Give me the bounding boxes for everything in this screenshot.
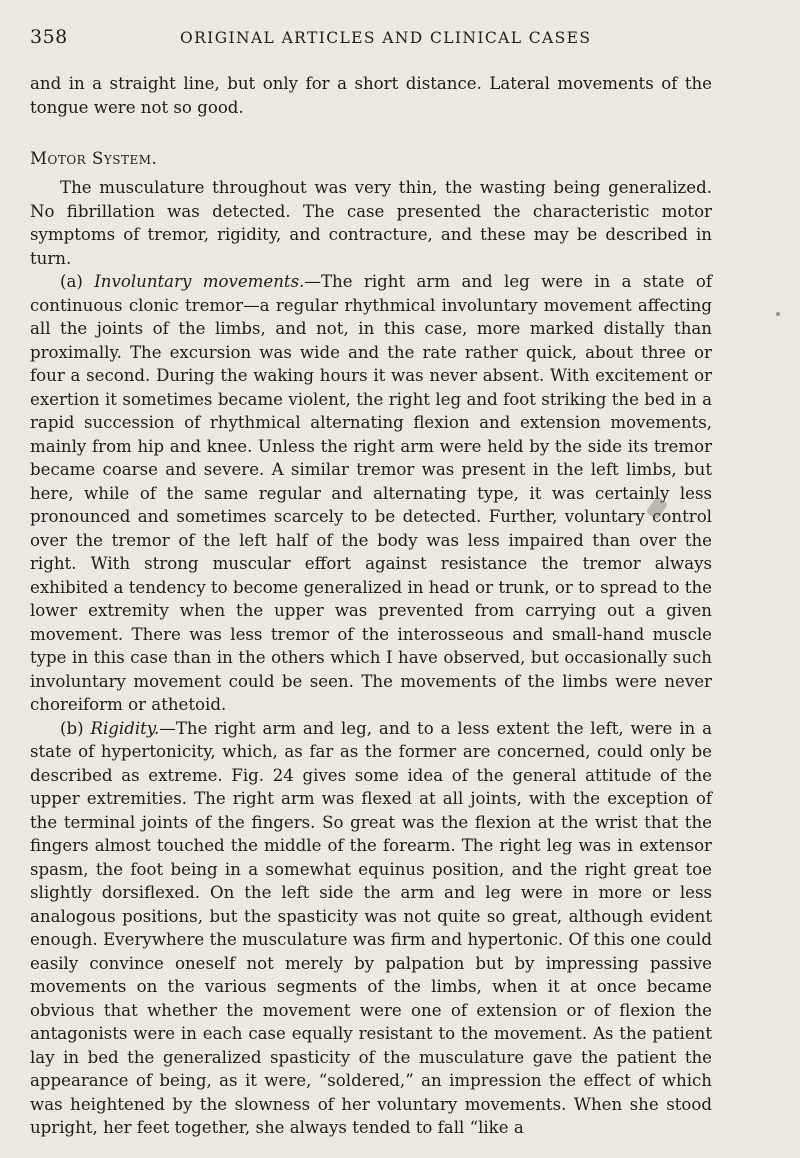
running-head: ORIGINAL ARTICLES AND CLINICAL CASES: [180, 29, 592, 47]
paragraph-a-marker: (a): [60, 272, 83, 291]
paragraph-b-text: —The right arm and leg, and to a less extent the left, were in a state of hypertonicity, which, as far as the former are concerned, could only be described as extreme. Fig. 24 gives some idea of the general attitude of the upper extremities. The right arm was flexed at all joints, with the exception of the terminal joints of the fingers. So great was the flexion at the wrist that the fingers almost touched the middle of the forearm. The right leg was in extensor spasm, the foot being in a somewhat equinus position, and the right great toe slightly dorsiflexed. On the left side the arm and leg were in more or less analogous positions, but the spasticity was not quite so great, although evident enough. Everywhere the musculature was firm and hypertonic. Of this one could easily convince oneself not merely by palpation but by impressing passive movements on the various segments of the limbs, when it at once became obvious that whether the movement were one of extension or of flexion the antagonists were in each case equally resistant to the movement. As the patient lay in bed the generalized spasticity of the musculature gave the patient the appearance of being, as it were, “soldered,” an impression the effect of which was heightened by the slowness of her voluntary movements. When she stood upright, her feet together, she always tended to fall “like a: [30, 718, 712, 1137]
opening-paragraph: and in a straight line, but only for a short distance. Lateral movements of the tongue were not so good.: [30, 74, 712, 117]
page-header: [30, 26, 712, 66]
paragraph-rigidity: [30, 717, 712, 1140]
paragraph-a-title: Involuntary movements.: [94, 272, 305, 291]
paragraph-a-text: —The right arm and leg were in a state of continuous clonic tremor—a regular rhythmical involuntary movement affecting all the joints of the limbs, and not, in this case, more marked distally than proximally. The excursion was wide and the rate rather quick, about three or four a second. During the waking hours it was never absent. With excitement or exertion it sometimes became violent, the right leg and foot striking the bed in a rapid succession of rhythmical alternating flexion and extension movements, mainly from hip and knee. Unless the right arm were held by the side its tremor became coarse and severe. A similar tremor was present in the left limbs, but here, while of the same regular and alternating type, it was certainly less pronounced and sometimes scarcely to be detected. Further, voluntary control over the tremor of the left half of the body was less impaired than over the right. With strong muscular effort against resistance the tremor always exhibited a tendency to become generalized in head or trunk, or to spread to the lower extremity when the upper was prevented from carrying out a given movement. There was less tremor of the interosseous and small-hand muscle type in this case than in the others which I have observed, but occasionally such involuntary movement could be seen. The movements of the limbs were never choreiform or athetoid.: [30, 272, 712, 714]
intro-paragraph: The musculature throughout was very thin, the wasting being generalized. No fibrillation was detected. The case presented the characteristic motor symptoms of tremor, rigidity, and contracture, and these may be described in turn.: [30, 178, 712, 268]
paper-speck: [776, 312, 780, 316]
paragraph-b-title: Rigidity.: [90, 718, 160, 738]
paragraph-involuntary-movements: [30, 270, 712, 717]
section-heading: Motor System.: [30, 149, 158, 168]
paragraph-b-marker: (b): [60, 718, 84, 738]
page-number: 358: [30, 26, 68, 48]
